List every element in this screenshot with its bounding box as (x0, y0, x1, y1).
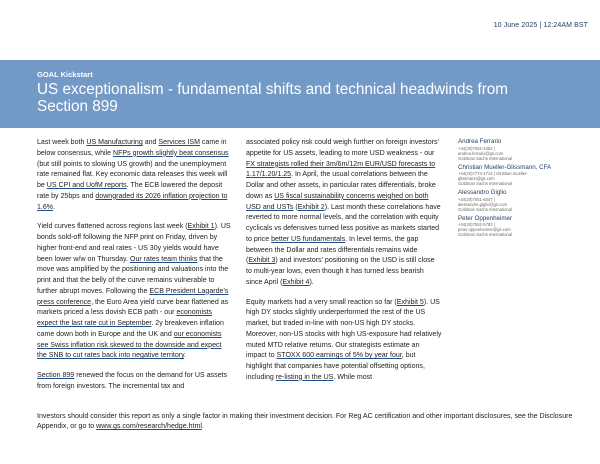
body-text: Last week both (37, 139, 87, 146)
publication-date: 10 June 2025 | 12:24AM BST (493, 22, 588, 29)
inline-link[interactable]: Our rates team thinks (129, 255, 198, 263)
body-text: (but still points to slowing US growth) and the unemployment rate remained flat. Key economic data releases this week will be (37, 160, 228, 189)
inline-link[interactable]: STOXX 600 earnings of 5% by year four (276, 352, 402, 360)
inline-link[interactable]: US Manufacturing (86, 139, 143, 146)
inline-link[interactable]: re-listing in the US (275, 373, 334, 381)
author-name: Andrea Ferrario (458, 138, 502, 145)
inline-link[interactable]: FX strategists rolled their 3m/6m/12m EUR/USD forecasts to 1.17/1.20/1.25 (246, 160, 436, 179)
author-email[interactable]: peter.oppenheimer@gs.com (458, 227, 511, 232)
paragraph (37, 222, 232, 362)
body-column-right (246, 138, 442, 393)
disclosure-end: . (201, 423, 204, 430)
disclosure-text: Investors should consider this report as only a single factor in making their investment decision. For Reg AC certification and other important disclosures, see the Disclosure Appendix, or go to (37, 413, 573, 430)
body-text: ). Last month these correlations have reverted to more normal levels, and the correlation with equity cyclicals vs defensives turned less positive as markets started to price (246, 203, 441, 243)
author-email[interactable]: alessandro.giglio@gs.com (458, 201, 508, 207)
body-text: , the Euro Area yield curve bear flattened as markets priced a less dovish ECB path - our (37, 298, 229, 317)
body-text: that the move was amplified by the positioning and valuations into the print and that the belly of the curve remains vulnerable to further abrupt moves. Following the (37, 255, 229, 295)
author-entry (458, 189, 578, 212)
author-firm: Goldman Sachs International (458, 206, 513, 212)
paragraph (246, 138, 442, 289)
author-entry (458, 215, 578, 238)
inline-link[interactable]: US CPI and UofM reports (46, 182, 127, 189)
body-text: . In level terms, the gap between the Dollar and rates differentials remains wide ( (246, 235, 419, 265)
body-text: . 2y breakeven inflation came down both in Europe and the UK and (37, 320, 224, 338)
body-text: ( (293, 203, 298, 211)
body-text: . (53, 203, 56, 211)
body-text: . In April, the usual correlations between the Dollar and other assets, in particular rates differentials, broke down as (246, 171, 436, 200)
author-list (458, 138, 578, 240)
body-text: , but highlight that companies have potential offsetting options, including (246, 352, 425, 381)
author-phone: +44(20)7552-5782 | (458, 222, 495, 227)
author-name: Christian Mueller-Glissmann, CFA (458, 163, 552, 171)
inline-link[interactable]: NFPs growth slightly beat consensus (113, 149, 229, 157)
title-banner (0, 60, 600, 128)
author-phone: +44(20)7051-6047 | (458, 196, 495, 202)
inline-link[interactable]: better US fundamentals (271, 235, 346, 243)
paragraph (37, 371, 232, 393)
disclosure-footer (37, 412, 577, 432)
inline-link[interactable]: our economists see Swiss inflation risk skewed to the downside and expect the SNB to cut rates back into negative territory (37, 330, 222, 360)
report-header (0, 0, 600, 60)
body-text: Equity markets had a very small reaction so far ( (246, 298, 397, 306)
inline-link[interactable]: Section 899 (37, 372, 75, 379)
inline-link[interactable]: economists expect the last rate cut in September (37, 309, 213, 327)
paragraph (37, 138, 232, 213)
inline-link[interactable]: Exhibit 5 (396, 298, 424, 306)
author-name: Alessandro Giglio (458, 189, 507, 196)
author-phone: +44(20)7774-1714 | christian.mueller- (458, 171, 528, 176)
author-entry (458, 138, 578, 161)
body-text: Yield curves flattened across regions last week ( (37, 223, 188, 231)
body-column-left (37, 138, 232, 402)
body-text: ) and investors' positioning on the USD is still close to multi-year lows, even though it has turned less bearish since April ( (246, 257, 435, 286)
body-text: . (184, 352, 187, 360)
body-text: ). (309, 278, 314, 286)
author-firm: Goldman Sachs International (458, 155, 513, 161)
author-email[interactable]: andrea.ferrario@gs.com (458, 150, 504, 156)
inline-link[interactable]: ECB President Lagarde's press conference (37, 287, 229, 306)
inline-link[interactable]: Exhibit 2 (297, 203, 325, 211)
author-entry (458, 164, 578, 187)
body-text: associated policy risk could weigh further on foreign investors' appetite for US assets, leading to more USD weakness - our (246, 139, 439, 157)
author-firm: Goldman Sachs International (458, 232, 513, 237)
disclosure-link[interactable]: www.gs.com/research/hedge.html (96, 423, 202, 430)
inline-link[interactable]: Services ISM (158, 139, 200, 146)
body-text: came in below consensus, while (37, 139, 227, 157)
inline-link[interactable]: downgraded its 2026 inflation projection to 1.6% (37, 192, 228, 211)
inline-link[interactable]: US fiscal sustainability concerns weighed on both USD and USTs (246, 192, 429, 211)
inline-link[interactable]: Exhibit 1 (187, 223, 215, 231)
body-text: and (142, 139, 159, 146)
author-name: Peter Oppenheimer (458, 214, 512, 222)
author-email[interactable]: glissmann@gs.com (458, 176, 495, 181)
body-text: renewed the focus on the demand for US assets from foreign investors. The incremental tax and (37, 372, 228, 390)
inline-link[interactable]: Exhibit 3 (248, 257, 276, 265)
author-firm: Goldman Sachs International (458, 181, 513, 186)
report-title: US exceptionalism - fundamental shifts and technical headwinds from Section 899 (37, 81, 509, 115)
inline-link[interactable]: Exhibit 4 (282, 278, 310, 286)
series-label: GOAL Kickstart (37, 70, 93, 79)
author-phone: +44(20)7552-4352 | (458, 145, 495, 151)
body-text: ). US high DY stocks slightly underperformed the rest of the US market, but traded in-line with non-US high DY stocks. Moreover, non-US stocks with high US-exposure had relatively muted MTD relative returns. Our strategists estimate an impact to (246, 298, 442, 360)
body-text: . While most (333, 373, 373, 381)
paragraph (246, 298, 442, 384)
body-text: . The ECB lowered the deposit rate by 25bps and (37, 182, 223, 200)
body-text: ). US bonds sold-off following the NFP print on Friday, driven by higher front-end and real rates - US 30y yields would have been lower w/w on Thursday. (37, 223, 231, 263)
